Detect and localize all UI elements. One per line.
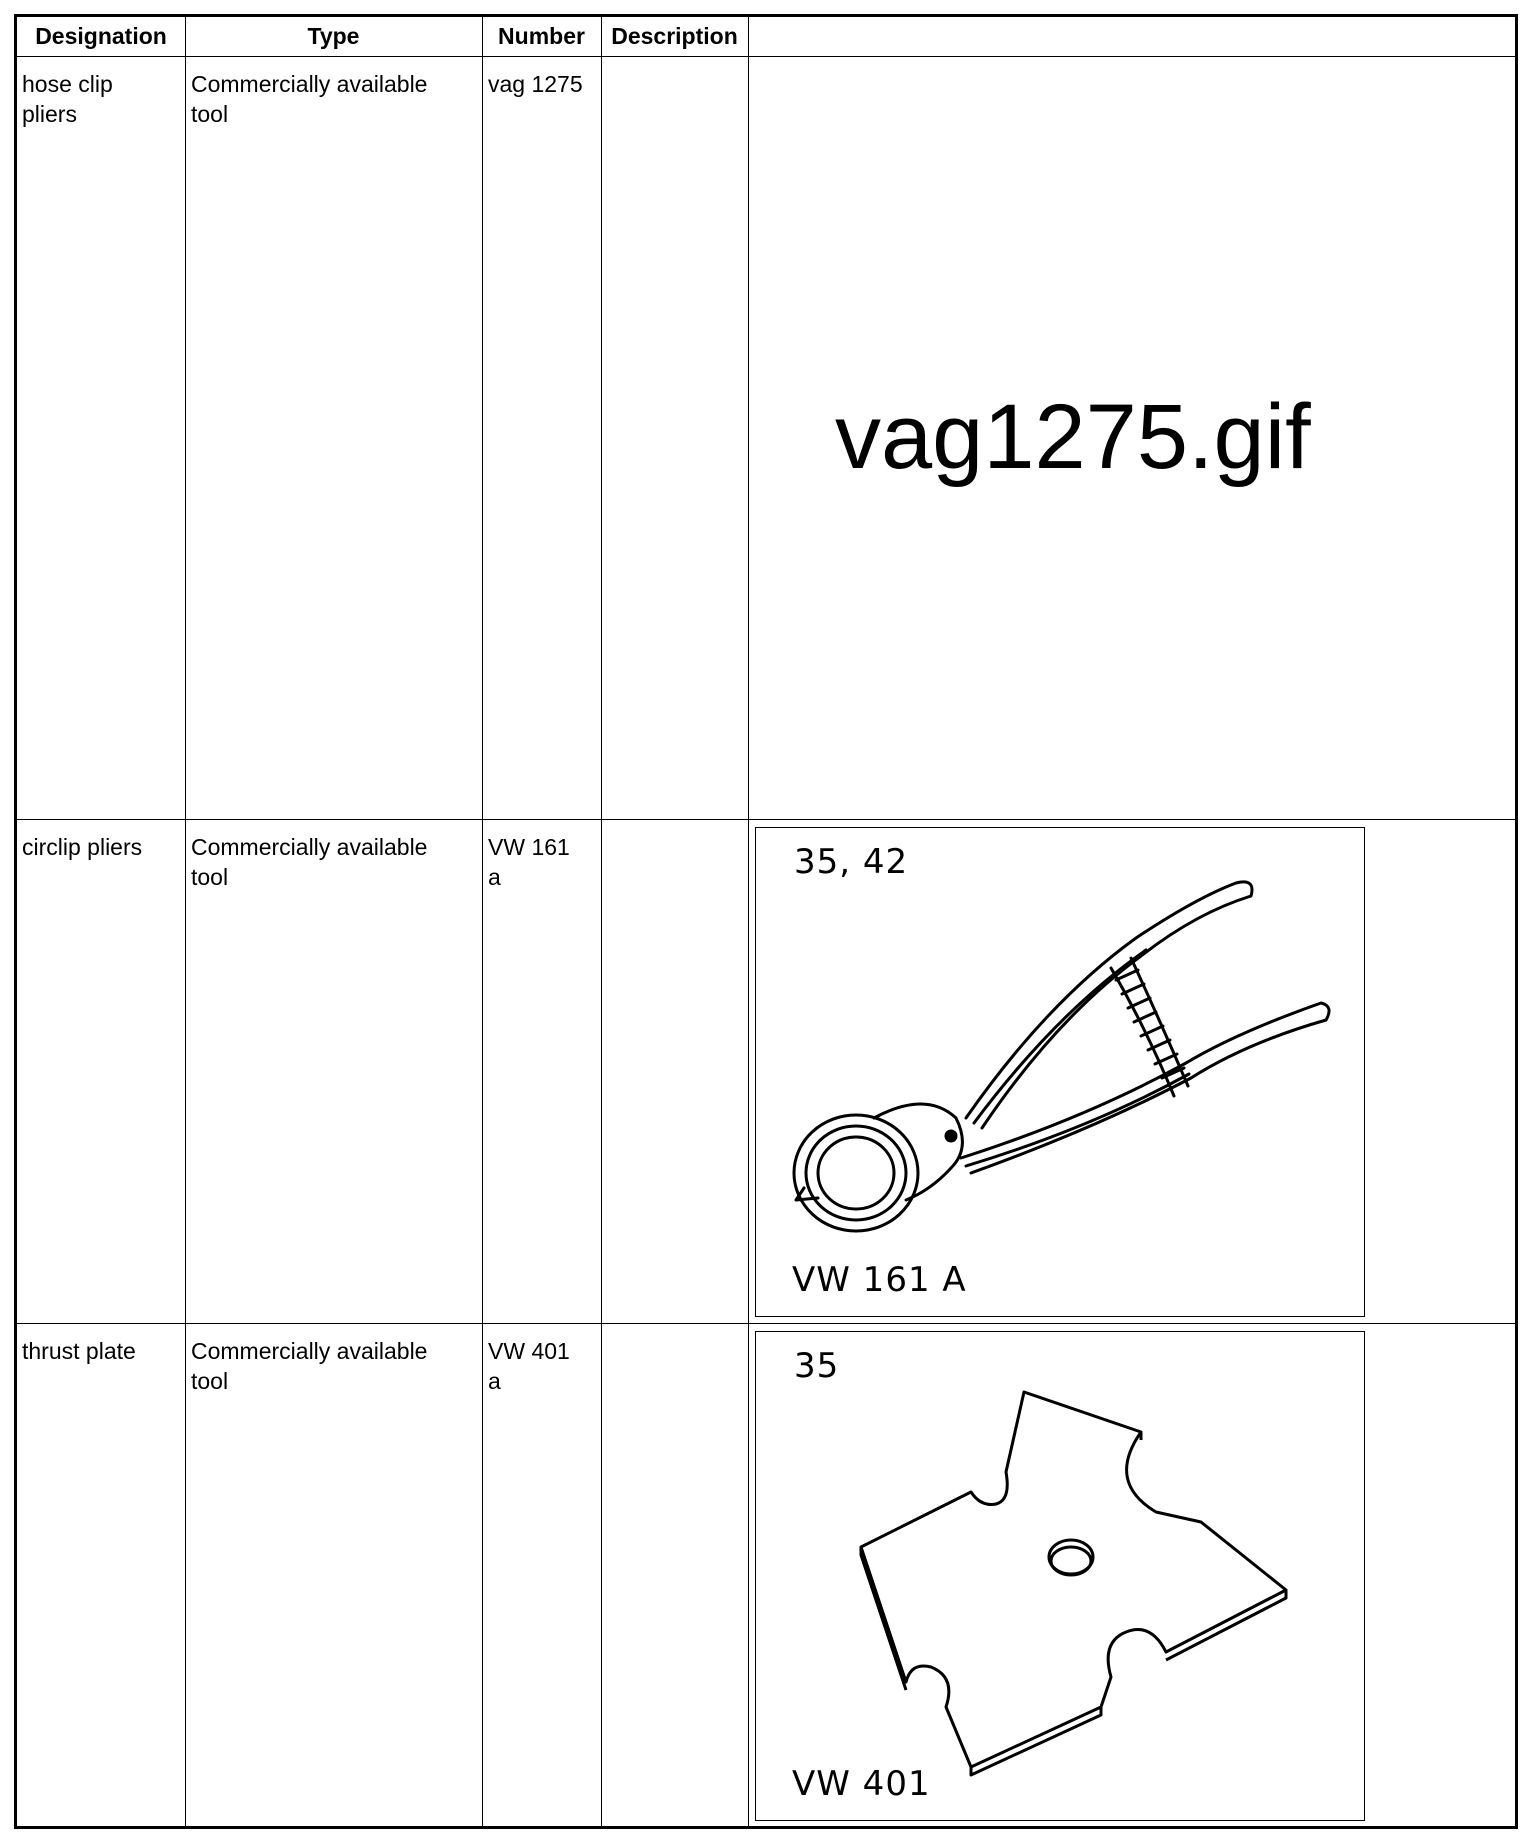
figure-label: VW 401 (792, 1764, 931, 1804)
column-divider (748, 17, 749, 1826)
figure-label: VW 161 A (792, 1260, 967, 1300)
row1-designation: hose clip pliers (22, 71, 113, 127)
special-tools-table (14, 14, 1518, 1829)
row-divider (17, 1323, 1515, 1324)
row3-designation: thrust plate (22, 1338, 136, 1364)
header-type: Type (307, 23, 360, 49)
header-number: Number (498, 23, 585, 49)
row3-type: Commercially available tool (191, 1338, 428, 1394)
figure-reference: 35 (794, 1346, 840, 1386)
thrust-plate-figure (755, 1331, 1365, 1821)
image-placeholder-text: vag1275.gif (835, 386, 1311, 488)
thrust-plate-icon (756, 1332, 1366, 1822)
row1-type: Commercially available tool (191, 71, 428, 127)
figure-reference: 35, 42 (794, 842, 909, 882)
column-divider (185, 17, 186, 1826)
header-divider (17, 56, 1515, 57)
circlip-pliers-icon (756, 828, 1366, 1318)
header-designation: Designation (35, 23, 167, 49)
column-divider (601, 17, 602, 1826)
row1-number: vag 1275 (488, 71, 583, 97)
circlip-pliers-figure (755, 827, 1365, 1317)
row2-designation: circlip pliers (22, 834, 143, 860)
header-description: Description (611, 23, 738, 49)
row3-number: VW 401 a (488, 1338, 570, 1394)
row2-type: Commercially available tool (191, 834, 428, 890)
row2-number: VW 161 a (488, 834, 570, 890)
row-divider (17, 819, 1515, 820)
column-divider (482, 17, 483, 1826)
